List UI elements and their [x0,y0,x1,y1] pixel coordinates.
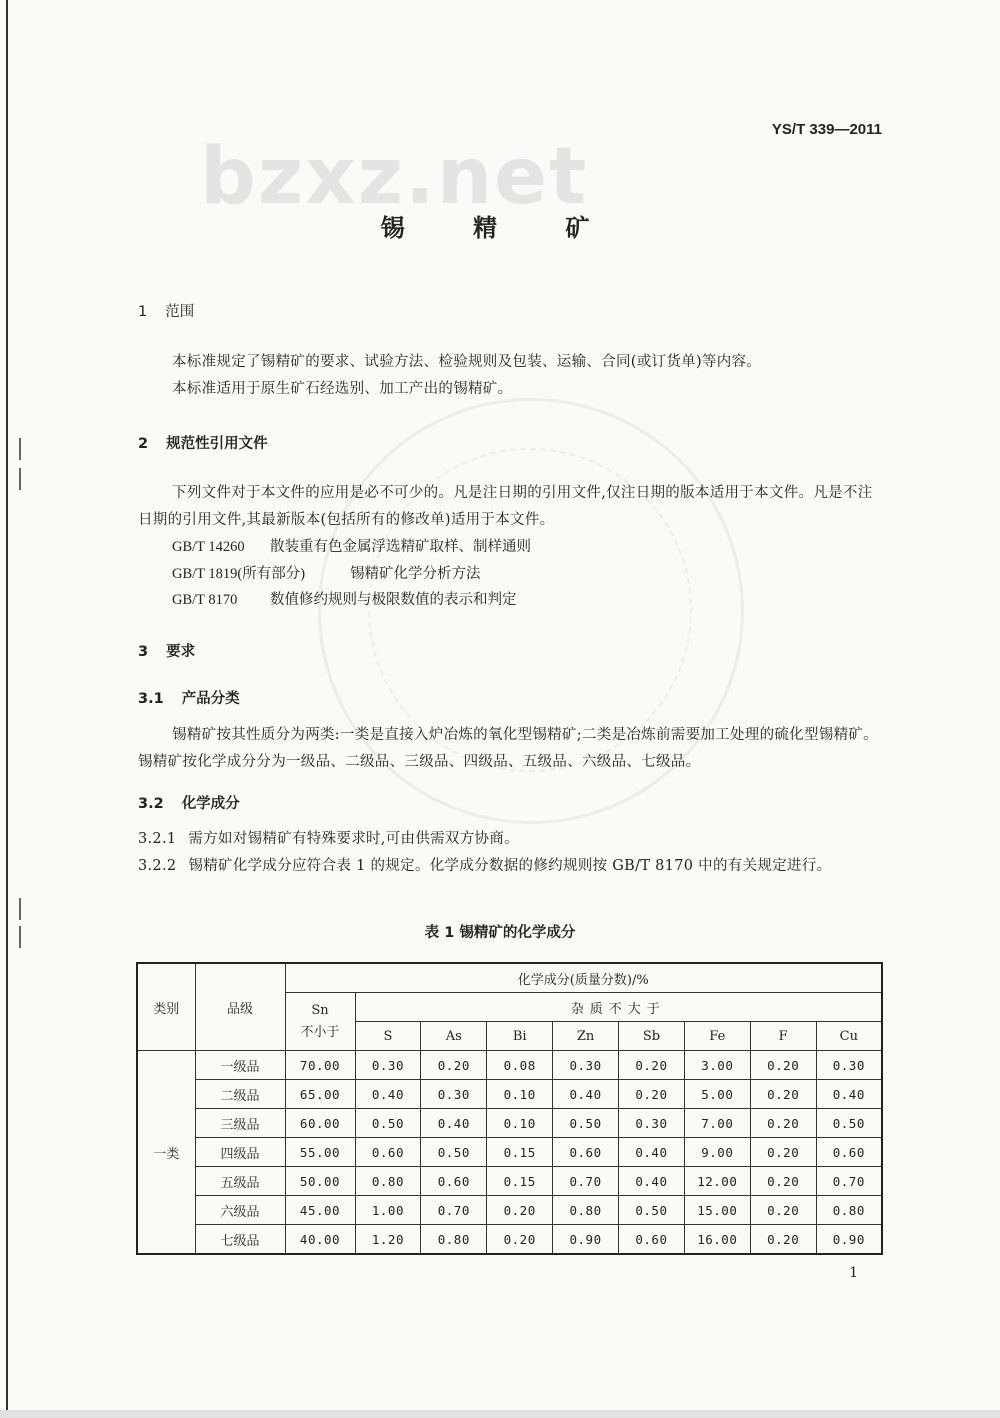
reference-item [172,535,531,556]
clause-text: 锡精矿化学成分应符合表 1 的规定。化学成分数据的修约规则按 GB/T 8170 中的有关规定进行。 [188,858,832,874]
watermark: bzxz.net [200,132,589,222]
page-bottom-band [0,1410,1000,1418]
impurity-value-cell: 0.60 [421,1167,487,1196]
impurity-value-cell: 0.40 [421,1109,487,1138]
table-row [137,1051,882,1080]
header-sn-label: Sn [311,1002,329,1018]
header-impurity-fe: Fe [684,1022,750,1051]
clause-number: 3.2.1 [138,831,177,847]
reference-code: GB/T 8170 [172,592,238,608]
category-cell: 一类 [137,1051,195,1255]
section-title: 范围 [165,304,195,320]
impurity-value-cell: 0.30 [816,1051,882,1080]
impurity-value-cell: 0.90 [553,1225,619,1255]
header-impurity: 杂质不大于 [355,993,882,1022]
header-impurity-f: F [750,1022,816,1051]
impurity-value-cell: 0.15 [487,1138,553,1167]
impurity-value-cell: 9.00 [684,1138,750,1167]
impurity-value-cell: 0.20 [421,1051,487,1080]
document-title: 锡 精 矿 [380,214,620,242]
grade-cell: 七级品 [195,1225,285,1255]
section-3-2-heading [138,792,240,813]
header-impurity-bi: Bi [487,1022,553,1051]
table-row [137,1196,882,1225]
header-sn-sub: 不小于 [300,1024,340,1040]
paragraph: 本标准规定了锡精矿的要求、试验方法、检验规则及包装、运输、合同(或订货单)等内容。 [172,354,762,370]
impurity-value-cell: 0.60 [816,1138,882,1167]
chemical-composition-table [136,962,883,1255]
section-number: 1 [138,304,148,320]
section-number: 3.1 [138,691,164,707]
paragraph: 本标准适用于原生矿石经选别、加工产出的锡精矿。 [172,381,513,397]
impurity-value-cell: 0.15 [487,1167,553,1196]
impurity-value-cell: 0.50 [421,1138,487,1167]
impurity-value-cell: 0.90 [816,1225,882,1255]
impurity-value-cell: 0.20 [487,1196,553,1225]
grade-cell: 三级品 [195,1109,285,1138]
grade-cell: 一级品 [195,1051,285,1080]
impurity-value-cell: 0.20 [750,1138,816,1167]
impurity-value-cell: 0.30 [421,1080,487,1109]
section-number: 3.2 [138,796,164,812]
section-number: 3 [138,644,149,660]
grade-cell: 四级品 [195,1138,285,1167]
impurity-value-cell: 0.20 [750,1109,816,1138]
impurity-value-cell: 0.20 [619,1051,685,1080]
section-3-heading [138,640,195,661]
grade-cell: 五级品 [195,1167,285,1196]
impurity-value-cell: 0.70 [553,1167,619,1196]
paragraph: 下列文件对于本文件的应用是必不可少的。凡是注日期的引用文件,仅注日期的版本适用于本文件。凡是不注日期的引用文件,其最新版本(包括所有的修改单)适用于本文件。 [138,485,873,528]
impurity-value-cell: 0.10 [487,1080,553,1109]
impurity-value-cell: 12.00 [684,1167,750,1196]
impurity-value-cell: 0.20 [750,1225,816,1255]
impurity-value-cell: 1.20 [355,1225,421,1255]
header-impurity-s: S [355,1022,421,1051]
clause-text: 需方如对锡精矿有特殊要求时,可由供需双方协商。 [188,831,519,847]
sn-value-cell: 45.00 [285,1196,355,1225]
margin-mark [19,438,21,460]
margin-mark [19,898,21,920]
header-impurity-zn: Zn [553,1022,619,1051]
impurity-value-cell: 0.60 [619,1225,685,1255]
section-title: 规范性引用文件 [166,436,268,452]
impurity-value-cell: 0.70 [816,1167,882,1196]
impurity-value-cell: 0.20 [750,1051,816,1080]
impurity-value-cell: 0.50 [816,1109,882,1138]
section-3-1-heading [138,687,240,708]
impurity-value-cell: 0.40 [816,1080,882,1109]
impurity-value-cell: 0.20 [487,1225,553,1255]
section-title: 化学成分 [181,796,240,812]
table-row [137,1109,882,1138]
impurity-value-cell: 0.20 [750,1167,816,1196]
table-row [137,1225,882,1255]
impurity-value-cell: 0.40 [553,1080,619,1109]
table-row [137,1167,882,1196]
impurity-value-cell: 5.00 [684,1080,750,1109]
impurity-value-cell: 0.30 [553,1051,619,1080]
clause-3-2-2 [138,853,883,880]
table-caption: 表 1 锡精矿的化学成分 [424,925,576,941]
impurity-value-cell: 0.20 [619,1080,685,1109]
header-impurity-sb: Sb [619,1022,685,1051]
sn-value-cell: 65.00 [285,1080,355,1109]
impurity-value-cell: 0.70 [421,1196,487,1225]
impurity-value-cell: 1.00 [355,1196,421,1225]
grade-cell: 二级品 [195,1080,285,1109]
clause-3-2-1 [138,826,883,853]
impurity-value-cell: 0.50 [619,1196,685,1225]
section-title: 产品分类 [181,691,240,707]
section-number: 2 [138,436,149,452]
impurity-value-cell: 0.08 [487,1051,553,1080]
standard-code: YS/T 339—2011 [771,121,882,138]
impurity-value-cell: 0.10 [487,1109,553,1138]
section-title: 要求 [166,644,196,660]
header-grade: 品级 [195,963,285,1051]
impurity-value-cell: 0.30 [619,1109,685,1138]
header-impurity-cu: Cu [816,1022,882,1051]
reference-item [172,588,517,609]
sn-value-cell: 55.00 [285,1138,355,1167]
header-sn [285,993,355,1051]
impurity-value-cell: 0.40 [619,1138,685,1167]
table-row [137,1138,882,1167]
impurity-value-cell: 0.80 [355,1167,421,1196]
margin-mark [19,468,21,490]
impurity-value-cell: 3.00 [684,1051,750,1080]
reference-item [172,562,481,583]
impurity-value-cell: 7.00 [684,1109,750,1138]
impurity-value-cell: 16.00 [684,1225,750,1255]
reference-name: 锡精矿化学分析方法 [350,566,481,582]
header-impurity-as: As [421,1022,487,1051]
impurity-value-cell: 0.20 [750,1080,816,1109]
impurity-value-cell: 0.50 [355,1109,421,1138]
section-1-heading [138,300,194,321]
sn-value-cell: 50.00 [285,1167,355,1196]
grade-cell: 六级品 [195,1196,285,1225]
reference-code: GB/T 14260 [172,539,245,555]
header-chemical-composition: 化学成分(质量分数)/% [285,963,882,993]
impurity-value-cell: 0.40 [619,1167,685,1196]
clause-number: 3.2.2 [138,858,177,874]
sn-value-cell: 40.00 [285,1225,355,1255]
impurity-value-cell: 0.50 [553,1109,619,1138]
sn-value-cell: 70.00 [285,1051,355,1080]
sn-value-cell: 60.00 [285,1109,355,1138]
section-2-heading [138,432,268,453]
impurity-value-cell: 0.40 [355,1080,421,1109]
impurity-value-cell: 0.80 [816,1196,882,1225]
impurity-value-cell: 0.80 [421,1225,487,1255]
impurity-value-cell: 0.60 [355,1138,421,1167]
paragraph: 锡精矿按其性质分为两类:一类是直接入炉冶炼的氧化型锡精矿;二类是冶炼前需要加工处理的硫化型锡精矿。锡精矿按化学成分分为一级品、二级品、三级品、四级品、五级品、六级品、七级品。 [138,727,878,770]
impurity-value-cell: 0.80 [553,1196,619,1225]
impurity-value-cell: 15.00 [684,1196,750,1225]
reference-name: 数值修约规则与极限数值的表示和判定 [270,592,517,608]
table-row [137,1080,882,1109]
reference-name: 散装重有色金属浮选精矿取样、制样通则 [270,539,531,555]
impurity-value-cell: 0.20 [750,1196,816,1225]
reference-code: GB/T 1819(所有部分) [172,566,306,582]
header-category: 类别 [137,963,195,1051]
page-number: 1 [849,1265,858,1281]
impurity-value-cell: 0.60 [553,1138,619,1167]
impurity-value-cell: 0.30 [355,1051,421,1080]
